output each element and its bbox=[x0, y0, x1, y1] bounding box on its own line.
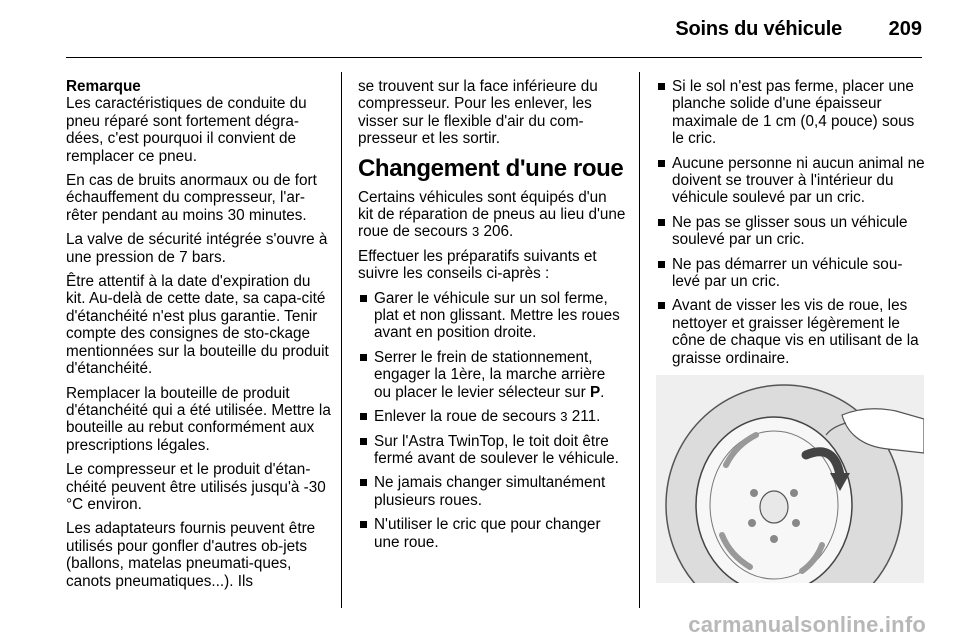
bullet-square-icon bbox=[658, 219, 665, 226]
list-item-text: Enlever la roue de secours bbox=[374, 408, 556, 426]
list-item bbox=[656, 297, 926, 367]
intro-text: Certains véhicules sont équipés d'un kit de réparation de pneus au lieu d'une roue de secours bbox=[358, 188, 626, 241]
paragraph: La valve de sécurité intégrée s'ouvre à une pression de 7 bars. bbox=[66, 231, 328, 266]
list-item-text: Ne jamais changer simultanément plusieurs roues. bbox=[374, 474, 606, 509]
list-item bbox=[656, 214, 926, 249]
column-divider-1 bbox=[341, 72, 342, 608]
paragraph: En cas de bruits anormaux ou de fort échauffement du compresseur, l'ar-rêter pendant au moins 30 minutes. bbox=[66, 172, 317, 224]
paragraph: Être attentif à la date d'expiration du kit. Au-delà de cette date, sa capa-cité d'étanchéité n'est plus garantie. Tenir compte des consignes de sto-ckage mentionnées sur la bouteille du produit d'étanchéité. bbox=[66, 273, 329, 378]
bullet-list bbox=[358, 290, 626, 551]
remark-text: Les caractéristiques de conduite du pneu réparé sont fortement dégra-dées, c'est pourquoi il convient de remplacer ce pneu. bbox=[66, 95, 307, 165]
page-reference-icon: 3 bbox=[560, 409, 568, 425]
page-reference-icon: 3 bbox=[471, 224, 480, 240]
column-1 bbox=[66, 78, 334, 597]
column-3 bbox=[656, 78, 926, 374]
bullet-square-icon bbox=[360, 521, 367, 528]
wheel-cover-drawing bbox=[656, 375, 924, 583]
list-item-text: Ne pas se glisser sous un véhicule soulevé par un cric. bbox=[672, 213, 908, 249]
sentence-end: . bbox=[600, 383, 605, 401]
list-item bbox=[656, 78, 926, 148]
list-item bbox=[358, 516, 626, 551]
list-item-text: Aucune personne ni aucun animal ne doivent se trouver à l'intérieur du véhicule soulevé par un cric. bbox=[672, 154, 925, 207]
lug-hole-shape bbox=[792, 519, 800, 527]
list-item bbox=[358, 433, 626, 468]
lug-hole-shape bbox=[790, 489, 798, 497]
wheel-cover-illustration bbox=[656, 375, 924, 583]
watermark-text: carmanualsonline.info bbox=[688, 612, 926, 637]
header-rule bbox=[66, 57, 922, 58]
list-item-text: Si le sol n'est pas ferme, placer une planche solide d'une épaisseur maximale de 1 cm (0,4 pouce) sous le cric. bbox=[672, 78, 915, 148]
paragraph: Remplacer la bouteille de produit d'étanchéité qui a été utilisée. Mettre la bouteille au rebut conformément aux prescriptions légales. bbox=[66, 384, 331, 454]
page-reference[interactable]: 206. bbox=[483, 223, 514, 241]
list-item bbox=[358, 349, 626, 401]
bullet-square-icon bbox=[658, 302, 665, 309]
bullet-square-icon bbox=[360, 354, 367, 361]
page-header bbox=[0, 0, 960, 56]
lug-hole-shape bbox=[750, 489, 758, 497]
list-item bbox=[656, 155, 926, 207]
list-item-text: Avant de visser les vis de roue, les nettoyer et graisser légèrement le cône de chaque vis en utilisant de la graisse ordinaire. bbox=[672, 297, 919, 367]
bullet-square-icon bbox=[360, 479, 367, 486]
hub-center-shape bbox=[760, 491, 788, 523]
list-item bbox=[358, 408, 626, 425]
paragraph-continuation: se trouvent sur la face inférieure du compresseur. Pour les enlever, les visser sur le flexible d'air du com-presseur et les sortir. bbox=[358, 78, 598, 148]
bullet-square-icon bbox=[658, 261, 665, 268]
paragraph: Le compresseur et le produit d'étan-chéité peuvent être utilisés jusqu'à -30 °C environ. bbox=[66, 461, 326, 513]
page-reference[interactable]: 211. bbox=[571, 408, 601, 426]
list-item-text: Sur l'Astra TwinTop, le toit doit être fermé avant de soulever le véhicule. bbox=[374, 432, 619, 467]
remark-block bbox=[66, 78, 334, 165]
paragraph: Les adaptateurs fournis peuvent être utilisés pour gonfler d'autres ob-jets (ballons, matelas pneumati-ques, canots pneumatiques...). Ils bbox=[66, 520, 316, 590]
remark-title: Remarque bbox=[66, 78, 141, 95]
column-divider-2 bbox=[639, 72, 640, 608]
lug-hole-shape bbox=[748, 519, 756, 527]
page-title: Soins du véhicule bbox=[675, 18, 842, 40]
list-item bbox=[358, 474, 626, 509]
paragraph: Effectuer les préparatifs suivants et suivre les conseils ci-après : bbox=[358, 247, 597, 283]
bullet-square-icon bbox=[360, 438, 367, 445]
list-item bbox=[656, 256, 926, 291]
selector-position: P bbox=[589, 383, 601, 401]
lug-hole-shape bbox=[770, 535, 778, 543]
list-item-text: Ne pas démarrer un véhicule sou-levé par un cric. bbox=[672, 255, 903, 291]
list-item-text: Serrer le frein de stationnement, engager la 1ère, la marche arrière ou placer le levier sélecteur sur bbox=[374, 348, 606, 401]
bullet-square-icon bbox=[658, 160, 665, 167]
section-heading: Changement d'une roue bbox=[358, 154, 624, 182]
bullet-square-icon bbox=[658, 83, 665, 90]
list-item-text: N'utiliser le cric que pour changer une roue. bbox=[374, 516, 601, 551]
column-2 bbox=[358, 78, 626, 558]
bullet-list bbox=[656, 78, 926, 367]
intro-paragraph bbox=[358, 189, 626, 241]
list-item-text: Garer le véhicule sur un sol ferme, plat et non glissant. Mettre les roues avant en position droite. bbox=[374, 289, 620, 342]
page-number: 209 bbox=[888, 18, 922, 40]
list-item bbox=[358, 290, 626, 342]
bullet-square-icon bbox=[360, 295, 367, 302]
bullet-square-icon bbox=[360, 413, 367, 420]
